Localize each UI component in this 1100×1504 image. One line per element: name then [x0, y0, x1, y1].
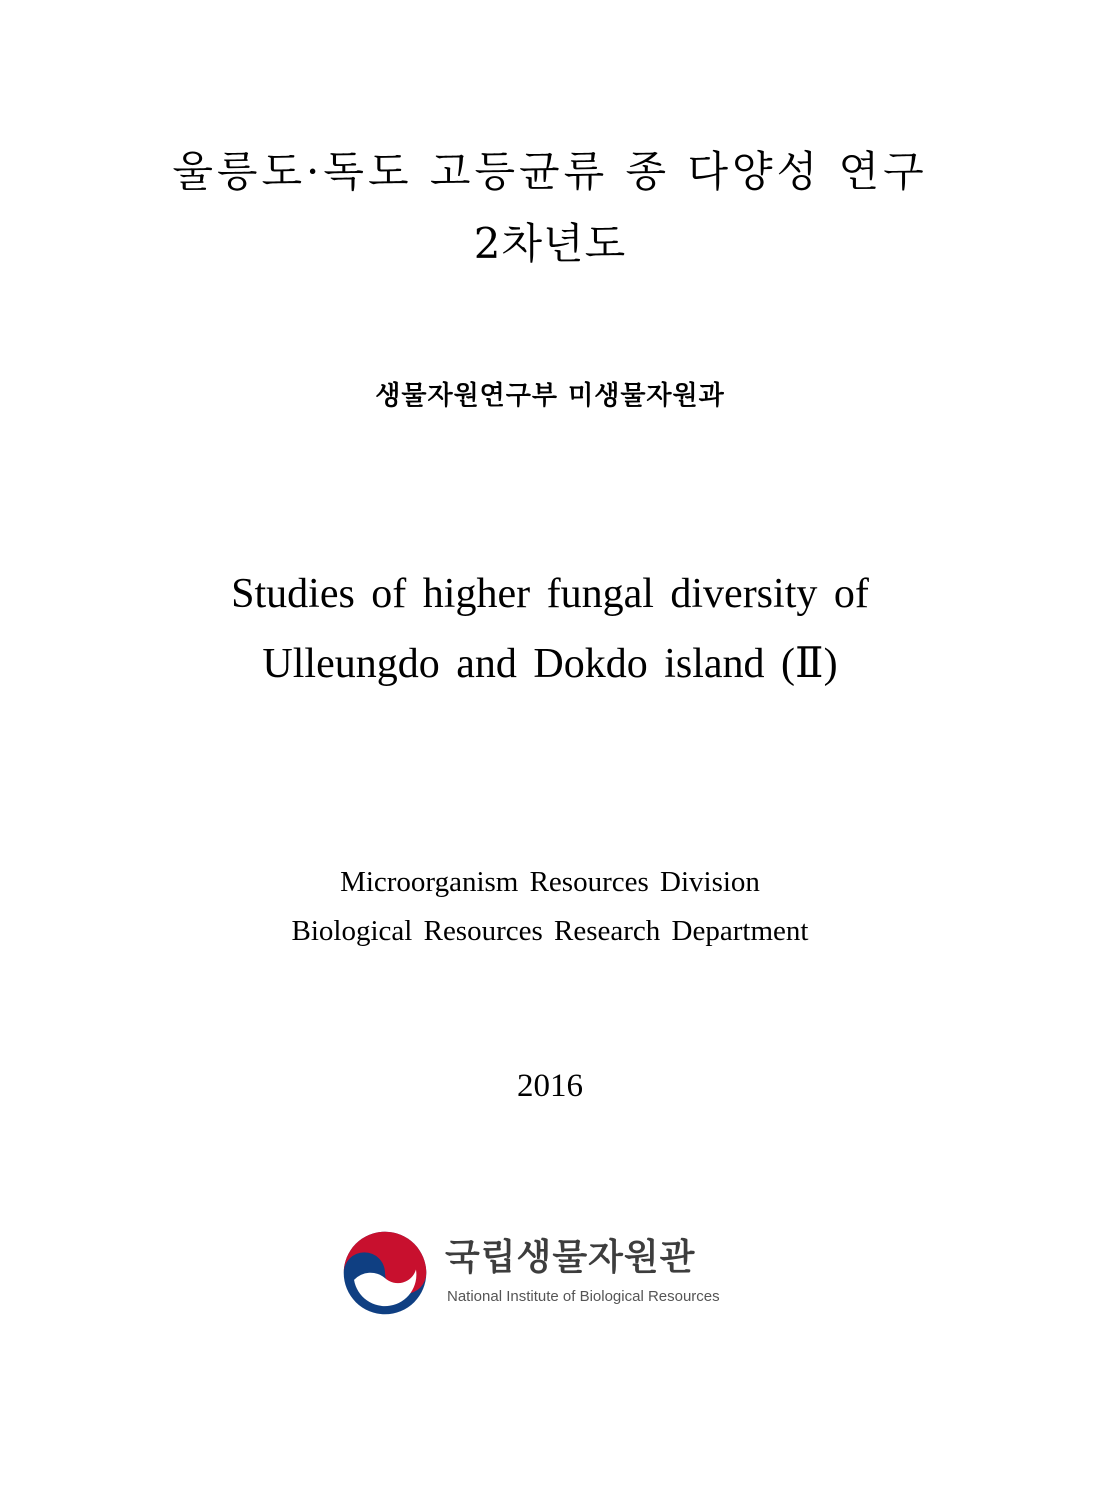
publication-year: 2016: [517, 1068, 583, 1104]
institute-name-english: National Institute of Biological Resources: [447, 1288, 720, 1305]
title-english-line-2: Ulleungdo and Dokdo island (Ⅱ): [262, 641, 838, 687]
institute-name-korean: 국립생물자원관: [445, 1237, 696, 1278]
department-korean: 생물자원연구부 미생물자원과: [375, 381, 725, 411]
title-korean-line-2: 2차년도: [473, 219, 627, 268]
institute-logo: [342, 1230, 762, 1320]
department-english-line-1: Microorganism Resources Division: [340, 866, 760, 898]
taegeuk-emblem-icon: [342, 1230, 428, 1316]
department-english-line-2: Biological Resources Research Department: [291, 915, 809, 947]
title-english-line-1: Studies of higher fungal diversity of: [231, 571, 869, 617]
title-korean-line-1: 울릉도·독도 고등균류 종 다양성 연구: [172, 147, 928, 196]
